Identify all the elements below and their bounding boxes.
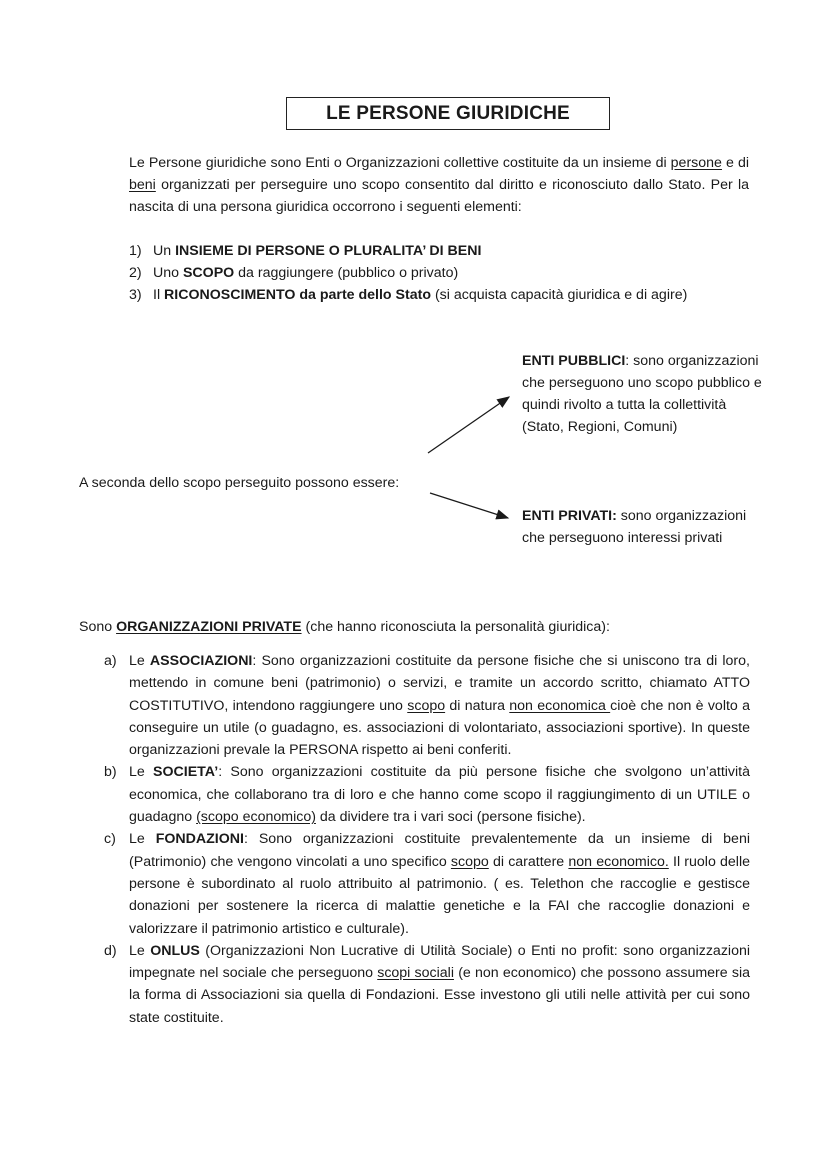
org-text: : Sono organizzazioni costituite da persone fisiche che si uniscono tra di loro, mettendo in comune beni (patrimonio) o servizi, e tramite un accordo scritto, chiamato ATTO COSTITUTIVO, intendono raggiungere uno <box>129 653 750 714</box>
org-name: SOCIETA’ <box>153 764 219 781</box>
intro-text: e di <box>721 155 749 171</box>
org-item-associazioni <box>104 650 750 761</box>
requirements-list <box>129 240 687 307</box>
requirement-item <box>129 284 687 306</box>
org-item-onlus <box>104 940 750 1029</box>
list-number: 1) <box>129 243 142 259</box>
org-text: Il ruolo delle persone è subordinato al ruolo attribuito al patrimonio. ( es. Telethon che raccoglie e gestisce donazioni per sostenere la ricerca di malattie genetiche e la FAI che raccoglie donazioni e valorizzare il patrimonio artistico e culturale). <box>129 853 750 937</box>
requirement-text: Uno <box>153 265 183 282</box>
private-entities-label: ENTI PRIVATI: <box>522 508 617 524</box>
list-letter: d) <box>104 942 117 959</box>
org-text: Le <box>129 653 150 669</box>
requirement-item <box>129 262 687 284</box>
org-text: (e non economico) che possono assumere sia la forma di Associazioni sia quella di Fondazioni. Esse investono gli utili nelle attività per cui sono state costituite. <box>129 965 751 1026</box>
intro-paragraph <box>129 152 749 219</box>
intro-underline-beni: beni <box>129 177 156 194</box>
private-entities-box <box>522 505 762 549</box>
org-text: da dividere tra i vari soci (persone fisiche). <box>315 809 586 826</box>
requirement-bold: INSIEME DI PERSONE O PLURALITA’ DI BENI <box>175 243 482 259</box>
org-text: Le <box>129 942 151 959</box>
requirement-bold: SCOPO <box>182 265 235 282</box>
public-entities-text: : sono organizzazioni che perseguono uno scopo pubblico e quindi rivolto a tutta la collettività (Stato, Regioni, Comuni) <box>522 353 762 435</box>
org-text: Le <box>129 764 154 781</box>
heading-bold-underline: ORGANIZZAZIONI PRIVATE <box>116 619 302 635</box>
org-underline: (scopo economico) <box>196 809 316 826</box>
private-orgs-heading <box>79 616 610 638</box>
org-text: : Sono organizzazioni costituite prevalentemente da un insieme di beni (Patrimonio) che vengono vincolati a uno specifico <box>129 831 750 870</box>
public-entities-label: ENTI PUBBLICI <box>522 353 626 369</box>
intro-underline-persone: persone <box>670 155 722 171</box>
requirement-text: Il <box>153 287 165 304</box>
list-number: 3) <box>129 287 142 304</box>
org-underline: non economica <box>509 697 611 714</box>
list-letter: a) <box>104 653 117 669</box>
org-underline: scopi sociali <box>377 965 454 982</box>
org-text: Le <box>129 831 156 848</box>
list-letter: c) <box>104 831 116 848</box>
arrow-to-public <box>428 397 509 453</box>
org-text: (Organizzazioni Non Lucrative di Utilità Sociale) o Enti no profit: sono organizzazioni impegnate nel sociale che perseguono <box>129 942 750 982</box>
org-text: di carattere <box>488 853 569 870</box>
org-name: ONLUS <box>150 942 200 959</box>
requirement-text: Un <box>153 243 176 259</box>
org-text: di natura <box>445 697 510 714</box>
org-underline: scopo <box>450 853 489 870</box>
title-text: LE PERSONE GIURIDICHE <box>326 102 570 124</box>
org-underline: scopo <box>407 697 446 714</box>
org-item-fondazioni <box>104 828 750 939</box>
private-entities-text: sono organizzazioni che perseguono interessi privati <box>522 508 747 546</box>
org-text: : Sono organizzazioni costituite da più persone fisiche che svolgono un’attività economica, che collaborano tra di loro e che hanno come scopo il raggiungimento di un UTILE o guadagno <box>129 764 750 826</box>
list-number: 2) <box>129 265 142 282</box>
heading-text: Sono <box>79 619 117 635</box>
requirement-item <box>129 240 687 262</box>
intro-text: Le Persone giuridiche sono Enti o Organizzazioni collettive costituite da un insieme di <box>129 155 671 171</box>
arrow-to-private <box>430 493 508 518</box>
classification-lead: A seconda dello scopo perseguito possono essere: <box>79 475 400 491</box>
private-orgs-list <box>104 650 750 1029</box>
org-name: ASSOCIAZIONI <box>149 653 253 669</box>
org-item-societa <box>104 761 750 828</box>
requirement-text: da raggiungere (pubblico o privato) <box>234 265 459 282</box>
page-title <box>286 97 610 130</box>
requirement-text: (si acquista capacità giuridica e di agire) <box>431 287 688 304</box>
org-underline: non economico. <box>568 853 669 870</box>
public-entities-box <box>522 350 762 438</box>
heading-text: (che hanno riconosciuta la personalità giuridica): <box>301 619 610 635</box>
org-text: cioè che non è volto a conseguire un utile (o guadagno, es. associazioni di volontariato, associazioni sportive). In queste organizzazioni prevale la PERSONA rispetto ai beni conferiti. <box>129 697 750 759</box>
list-letter: b) <box>104 764 117 781</box>
intro-text: organizzati per perseguire uno scopo consentito dal diritto e riconosciuto dallo Stato. Per la nascita di una persona giuridica occorrono i seguenti elementi: <box>129 177 749 216</box>
requirement-bold: RICONOSCIMENTO da parte dello Stato <box>164 287 432 304</box>
org-name: FONDAZIONI <box>155 831 244 848</box>
